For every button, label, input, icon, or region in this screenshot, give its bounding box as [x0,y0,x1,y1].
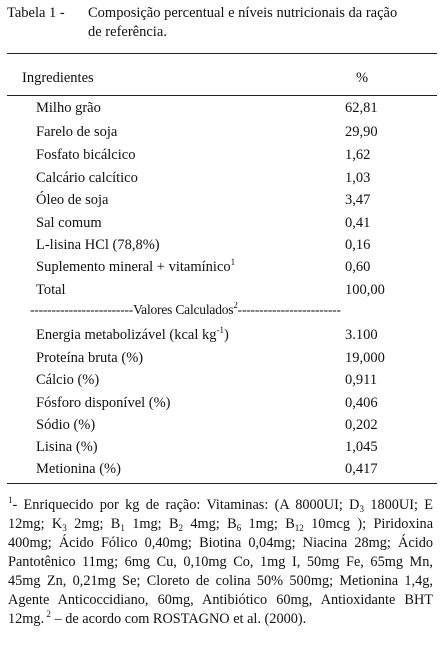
ingredient-name: Milho grão [36,100,101,116]
calculated-value: 19,000 [345,350,385,366]
subscript: 3 [62,523,67,533]
ingredient-name: Calcário calcítico [36,170,138,186]
ingredient-value: 1,62 [345,147,371,163]
header-percent: % [356,70,369,86]
calculated-name: Cálcio (%) [36,372,100,388]
footnote-text: 1mg; B [241,516,295,532]
header-rule [7,95,437,96]
calculated-name: Lisina (%) [36,439,98,455]
caption-text-1: Composição percentual e níveis nutricionais da ração [88,5,398,21]
calculated-name-tail: ) [224,327,229,343]
ingredient-name: L-lisina HCl (78,8%) [36,237,160,253]
caption-label: Tabela 1 - [7,5,65,21]
calculated-value: 0,911 [345,372,378,388]
footnote-text: 4mg; B [183,516,237,532]
header-ingredients: Ingredientes [22,70,94,86]
footnote-number: 2 [44,609,51,619]
ingredient-name: Óleo de soja [36,192,109,208]
ingredient-name: Fosfato bicálcico [36,147,136,163]
ingredient-value: 29,90 [345,124,378,140]
ingredient-name-text: Suplemento mineral + vitamínico [36,259,231,275]
footnote-text: 10mcg ); Piridoxina 400mg; Ácido Fólico 0,40mg; Biotina 0,04mg; Niacina 28mg; Ácido Pantotênico 11mg; 6mg Cu, 0,10mg Co, 1mg I, 50mg Fe, 65mg Mn, 45mg Zn, 0,21mg Se; Cloreto de colina 50% 500mg; Metionina 1,4g, Agente Anticoccidiano, 60mg, Antibiótico 60mg, Antioxidante BHT 12mg. [8,516,434,627]
subscript: 3 [359,504,364,514]
ingredient-value: 100,00 [345,282,385,298]
ingredient-value: 0,60 [345,259,371,275]
calculated-values-separator [30,302,420,318]
subscript: 6 [236,523,242,533]
ingredient-name: Total [36,282,66,298]
ingredient-value: 0,16 [345,237,371,253]
calculated-value: 1,045 [345,439,378,455]
subscript: 1 [120,523,125,533]
ingredient-value: 0,41 [345,215,371,231]
calculated-value: 0,202 [345,417,378,433]
ingredient-name: Sal comum [36,215,102,231]
footnote-text: - Enriquecido por kg de ração: Vitaminas: (A 8000UI; D [12,497,360,513]
footnote-marker: 2 [233,302,238,310]
caption-line-1 [7,4,437,23]
calculated-name [36,327,229,344]
calculated-name-text: Energia metabolizável (kcal kg [36,327,217,343]
bottom-rule [7,483,437,484]
ingredient-name [36,259,235,276]
calculated-name: Fósforo disponível (%) [36,395,171,411]
calculated-name: Proteína bruta (%) [36,350,144,366]
ingredient-name: Farelo de soja [36,124,118,140]
top-rule [7,53,437,54]
footnote-text: 2mg; B [66,516,121,532]
separator-dashes-right: ------------------------ [237,302,341,317]
unit-exponent: -1 [216,325,224,335]
ingredient-value: 1,03 [345,170,371,186]
calculated-name: Metionina (%) [36,461,121,477]
ingredient-value: 62,81 [345,100,378,116]
table-caption [7,4,437,42]
footnote-number: 1 [8,495,13,505]
calculated-name: Sódio (%) [36,417,96,433]
footnote-text: 1mg; B [124,516,179,532]
footnote-text: 1800UI; E 12mg; K [8,497,433,532]
separator-label: Valores Calculados [133,302,234,317]
calculated-value: 0,417 [345,461,378,477]
subscript: 2 [178,523,183,533]
caption-line-2: de referência. [88,24,167,40]
calculated-value: 3.100 [345,327,378,343]
subscript: 12 [294,523,304,533]
calculated-value: 0,406 [345,395,378,411]
footnote-text: – de acordo com ROSTAGNO et al. (2000). [50,611,307,627]
ingredient-value: 3,47 [345,192,371,208]
footnote [8,496,433,629]
separator-dashes-left: ------------------------ [30,302,134,317]
footnote-marker: 1 [230,257,236,267]
